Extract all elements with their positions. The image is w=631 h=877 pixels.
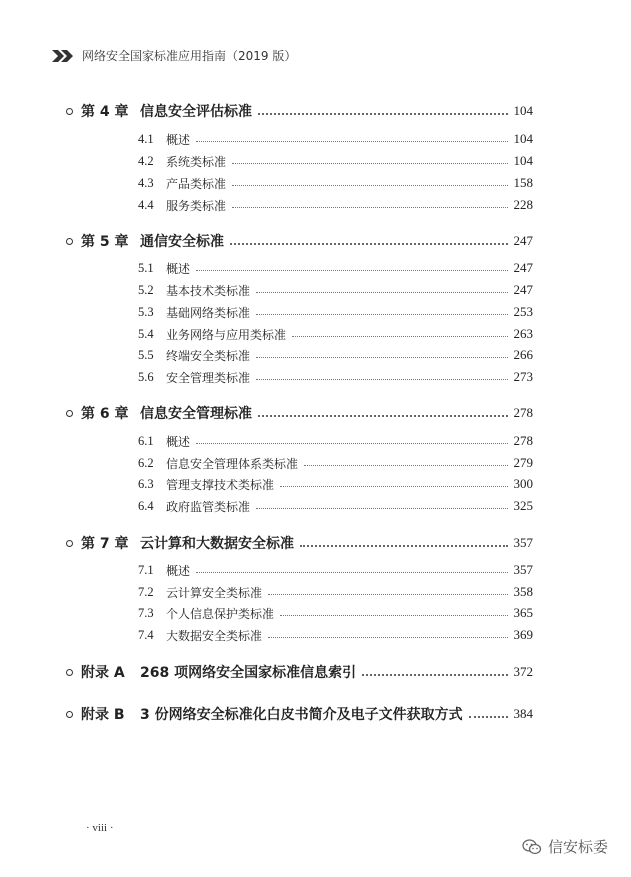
dot-leader xyxy=(280,486,508,487)
dot-leader xyxy=(362,674,508,676)
running-header xyxy=(52,47,296,64)
chapter-title: 云计算和大数据安全标准 xyxy=(140,536,294,552)
toc-section-entry[interactable] xyxy=(0,259,631,277)
dot-leader xyxy=(469,716,508,718)
section-title: 概述 xyxy=(166,434,191,449)
toc-chapter-entry[interactable] xyxy=(0,705,631,723)
page-number: · viii · xyxy=(86,822,114,834)
section-number: 5.4 xyxy=(138,326,154,341)
dot-leader xyxy=(256,292,508,293)
section-number: 5.5 xyxy=(138,347,154,362)
dot-leader xyxy=(232,207,508,208)
section-number: 7.4 xyxy=(138,627,154,642)
chapter-label: 第 7 章 xyxy=(81,536,129,552)
section-page-number: 228 xyxy=(513,197,533,212)
chapter-title: 268 项网络安全国家标准信息索引 xyxy=(140,665,357,681)
section-number: 4.4 xyxy=(138,197,154,212)
toc-section-entry[interactable] xyxy=(0,497,631,515)
watermark-text: 信安标委 xyxy=(548,838,609,856)
chapter-label: 第 6 章 xyxy=(81,406,129,422)
toc-chapter-entry[interactable] xyxy=(0,232,631,250)
bullet-circle-icon xyxy=(66,410,73,417)
section-title: 安全管理类标准 xyxy=(166,370,251,385)
section-title: 大数据安全类标准 xyxy=(166,628,263,643)
dot-leader xyxy=(232,163,508,164)
section-title: 个人信息保护类标准 xyxy=(166,606,275,621)
toc-section-entry[interactable] xyxy=(0,303,631,321)
section-title: 服务类标准 xyxy=(166,198,227,213)
dot-leader xyxy=(230,243,508,245)
section-number: 4.1 xyxy=(138,131,154,146)
section-number: 6.1 xyxy=(138,433,154,448)
section-title: 概述 xyxy=(166,261,191,276)
dot-leader xyxy=(256,357,508,358)
toc-section-entry[interactable] xyxy=(0,583,631,601)
toc-section-entry[interactable] xyxy=(0,325,631,343)
section-title: 政府监管类标准 xyxy=(166,499,251,514)
section-page-number: 266 xyxy=(513,347,533,362)
dot-leader xyxy=(256,508,508,509)
chapter-label: 第 4 章 xyxy=(81,104,129,120)
section-page-number: 247 xyxy=(513,282,533,297)
section-title: 终端安全类标准 xyxy=(166,348,251,363)
toc-section-entry[interactable] xyxy=(0,281,631,299)
toc-chapter-entry[interactable] xyxy=(0,534,631,552)
section-page-number: 279 xyxy=(513,455,533,470)
dot-leader xyxy=(196,443,508,444)
toc-section-entry[interactable] xyxy=(0,346,631,364)
section-page-number: 104 xyxy=(513,153,533,168)
chapter-page-number: 357 xyxy=(513,535,533,550)
section-number: 4.3 xyxy=(138,175,154,190)
dot-leader xyxy=(280,615,508,616)
section-page-number: 104 xyxy=(513,131,533,146)
toc-section-entry[interactable] xyxy=(0,130,631,148)
section-number: 5.6 xyxy=(138,369,154,384)
toc-section-entry[interactable] xyxy=(0,432,631,450)
section-page-number: 247 xyxy=(513,260,533,275)
toc-chapter-entry[interactable] xyxy=(0,404,631,422)
toc-section-entry[interactable] xyxy=(0,604,631,622)
section-page-number: 273 xyxy=(513,369,533,384)
bullet-circle-icon xyxy=(66,669,73,676)
section-page-number: 278 xyxy=(513,433,533,448)
section-page-number: 358 xyxy=(513,584,533,599)
chapter-page-number: 278 xyxy=(513,405,533,420)
section-title: 产品类标准 xyxy=(166,176,227,191)
chapter-page-number: 384 xyxy=(513,706,533,721)
dot-leader xyxy=(196,270,508,271)
section-page-number: 357 xyxy=(513,562,533,577)
chapter-label: 附录 B xyxy=(81,707,125,723)
section-number: 5.3 xyxy=(138,304,154,319)
section-page-number: 365 xyxy=(513,605,533,620)
toc-section-entry[interactable] xyxy=(0,196,631,214)
chapter-label: 第 5 章 xyxy=(81,234,129,250)
section-title: 概述 xyxy=(166,563,191,578)
dot-leader xyxy=(196,141,508,142)
dot-leader xyxy=(292,336,508,337)
dot-leader xyxy=(196,572,508,573)
section-number: 6.2 xyxy=(138,455,154,470)
dot-leader xyxy=(268,637,508,638)
toc-chapter-entry[interactable] xyxy=(0,102,631,120)
toc-section-entry[interactable] xyxy=(0,368,631,386)
chapter-title: 信息安全管理标准 xyxy=(140,406,252,422)
section-number: 7.1 xyxy=(138,562,154,577)
wechat-icon xyxy=(522,839,542,855)
dot-leader xyxy=(256,314,508,315)
toc-section-entry[interactable] xyxy=(0,174,631,192)
toc-section-entry[interactable] xyxy=(0,152,631,170)
section-page-number: 369 xyxy=(513,627,533,642)
section-page-number: 253 xyxy=(513,304,533,319)
section-number: 6.4 xyxy=(138,498,154,513)
chapter-title: 通信安全标准 xyxy=(140,234,224,250)
double-chevron-icon xyxy=(52,50,74,62)
toc-section-entry[interactable] xyxy=(0,561,631,579)
chapter-page-number: 104 xyxy=(513,103,533,118)
chapter-page-number: 372 xyxy=(513,664,533,679)
toc-section-entry[interactable] xyxy=(0,475,631,493)
section-number: 7.2 xyxy=(138,584,154,599)
watermark xyxy=(522,836,608,857)
dot-leader xyxy=(232,185,508,186)
section-title: 业务网络与应用类标准 xyxy=(166,327,287,342)
chapter-label: 附录 A xyxy=(81,665,125,681)
toc-section-entry[interactable] xyxy=(0,626,631,644)
chapter-page-number: 247 xyxy=(513,233,533,248)
section-number: 4.2 xyxy=(138,153,154,168)
dot-leader xyxy=(300,545,508,547)
toc-chapter-entry[interactable] xyxy=(0,663,631,681)
section-title: 概述 xyxy=(166,132,191,147)
book-title: 网络安全国家标准应用指南（2019 版） xyxy=(82,49,297,63)
toc-section-entry[interactable] xyxy=(0,454,631,472)
dot-leader xyxy=(268,594,508,595)
section-page-number: 158 xyxy=(513,175,533,190)
section-number: 7.3 xyxy=(138,605,154,620)
section-title: 管理支撑技术类标准 xyxy=(166,477,275,492)
bullet-circle-icon xyxy=(66,540,73,547)
bullet-circle-icon xyxy=(66,238,73,245)
bullet-circle-icon xyxy=(66,108,73,115)
section-title: 云计算安全类标准 xyxy=(166,585,263,600)
section-title: 基础网络类标准 xyxy=(166,305,251,320)
dot-leader xyxy=(258,113,508,115)
dot-leader xyxy=(256,379,508,380)
section-title: 信息安全管理体系类标准 xyxy=(166,456,299,471)
bullet-circle-icon xyxy=(66,711,73,718)
dot-leader xyxy=(258,415,508,417)
section-page-number: 263 xyxy=(513,326,533,341)
chapter-title: 3 份网络安全标准化白皮书简介及电子文件获取方式 xyxy=(140,707,463,723)
section-number: 5.1 xyxy=(138,260,154,275)
chapter-title: 信息安全评估标准 xyxy=(140,104,252,120)
section-title: 基本技术类标准 xyxy=(166,283,251,298)
dot-leader xyxy=(304,465,508,466)
section-page-number: 300 xyxy=(513,476,533,491)
section-title: 系统类标准 xyxy=(166,154,227,169)
section-number: 6.3 xyxy=(138,476,154,491)
section-number: 5.2 xyxy=(138,282,154,297)
section-page-number: 325 xyxy=(513,498,533,513)
